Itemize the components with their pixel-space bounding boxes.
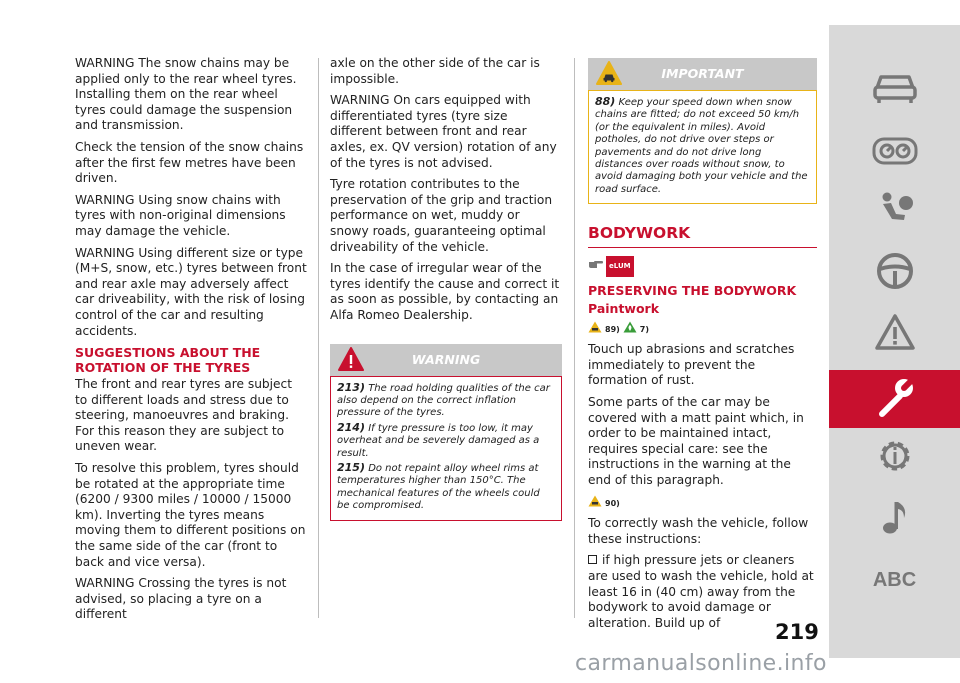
section-heading-tyre-rotation: SUGGESTIONS ABOUT THE ROTATION OF THE TYRES (75, 345, 261, 376)
instrument-panel-icon (872, 136, 918, 170)
leaf-environment-icon (623, 321, 637, 339)
warning-triangle-icon (588, 321, 602, 339)
paragraph: Touch up abrasions and scratches immediately to prevent the formation of rust. (588, 342, 795, 388)
section-title-bodywork: BODYWORK (588, 226, 817, 248)
paragraph: WARNING Using snow chains with tyres with non-original dimensions may damage the vehicle. (75, 192, 286, 238)
sidebar-tab-technical-data[interactable] (829, 429, 960, 487)
important-box-title: IMPORTANT (661, 66, 744, 81)
column-divider (318, 58, 319, 618)
column-right (588, 56, 817, 637)
important-box (588, 58, 817, 204)
warning-item-number: 213) (337, 380, 365, 394)
car-icon (873, 71, 917, 109)
sidebar-tab-servicing[interactable] (829, 370, 960, 428)
warning-box-body (330, 376, 562, 521)
music-note-icon (880, 498, 910, 540)
warning-triangle-icon (588, 495, 602, 513)
sidebar-tab-safety[interactable] (829, 183, 960, 241)
steering-wheel-icon (875, 251, 915, 295)
important-item-text: Keep your speed down when snow chains are fitted; do not exceed 50 km/h (or the equivalent in miles). Avoid potholes, do not drive over steps or pavements and do not drive long distances over roads without snow, to avoid damaging both your vehicle and the road surface. (595, 97, 808, 195)
abc-index-icon: ABC (872, 568, 917, 591)
paragraph: To resolve this problem, tyres should be rotated at the appropriate time (6200 / 9300 miles / 10000 / 15000 km). Inverting the tyres means moving them to different positions on the same side of the car (front to back and vice versa). (75, 461, 306, 569)
sidebar-tab-car[interactable] (829, 61, 960, 119)
checkbox-bullet-icon (588, 555, 597, 564)
warning-item (337, 422, 555, 460)
warning-item-text: Do not repaint alloy wheel rims at temperatures higher than 150°C. The mechanical features of the wheels could be compromised. (337, 462, 540, 512)
important-item-number: 88) (595, 95, 616, 108)
paragraph: WARNING Using different size or type (M+S, snow, etc.) tyres between front and rear axle may adversely affect car driveability, with the risk of losing control of the car and resulting accidents. (75, 245, 307, 338)
hand-pointer-icon (588, 258, 604, 275)
important-box-header (588, 58, 817, 90)
column-left (75, 56, 307, 629)
warning-item-text: The road holding qualities of the car also depend on the correct inflation pressure of the tyres. (337, 382, 550, 419)
reference-number: 90) (605, 498, 620, 508)
paragraph: Check the tension of the snow chains after the first few metres have been driven. (75, 139, 304, 186)
sidebar-tab-index[interactable] (829, 551, 960, 609)
important-box-body (588, 90, 817, 204)
warning-item-number: 215) (337, 460, 365, 474)
subsection-title: PRESERVING THE BODYWORK (588, 283, 797, 299)
paragraph: WARNING The snow chains may be applied only to the rear wheel tyres. Installing them on the rear wheel tyres could damage the suspension and transmission. (75, 56, 297, 133)
warning-item-number: 214) (337, 420, 365, 434)
paragraph: Some parts of the car may be covered with a matt paint which, in order to be maintained intact, requires special care: see the instructions in the warning at the end of this paragraph. (588, 395, 804, 487)
paragraph: WARNING Crossing the tyres is not advised, so placing a tyre on a different (75, 576, 287, 622)
paragraph: The front and rear tyres are subject to different loads and stress due to steering, manoeuvres and braking. For this reason they are subject to uneven wear. (75, 377, 293, 454)
paragraph: WARNING On cars equipped with differentiated tyres (tyre size different between front and rear axles, ex. QV version) rotation of any of the tyres is not advised. (330, 93, 557, 170)
watermark: carmanualsonline.info (575, 651, 827, 676)
warning-item-text: If tyre pressure is too low, it may overheat and be severely damaged as a result. (337, 422, 540, 459)
elum-label: eLUM (606, 256, 634, 278)
warning-item (337, 462, 555, 513)
sidebar-tab-instruments[interactable] (829, 124, 960, 182)
column-middle (330, 56, 562, 521)
sub-heading-paintwork: Paintwork (588, 301, 660, 317)
reference-markers (588, 321, 817, 339)
important-item (595, 96, 810, 196)
airbag-safety-icon (875, 190, 915, 234)
bullet-text: if high pressure jets or cleaners are used to wash the vehicle, hold at least 16 in (40 cm) away from the bodywork to avoid damage or alteration. Build up of (588, 553, 814, 630)
elum-badge (588, 256, 817, 278)
sidebar-tab-starting-driving[interactable] (829, 244, 960, 302)
page-number: 219 (775, 620, 819, 644)
reference-number: 7) (639, 324, 650, 334)
reference-number: 89) (605, 324, 620, 334)
warning-box (330, 344, 562, 521)
paragraph: axle on the other side of the car is impossible. (330, 56, 540, 86)
paragraph: Tyre rotation contributes to the preservation of the grip and traction performance on wet, muddy or snowy roads, guaranteeing optimal driveability of the vehicle. (330, 177, 553, 254)
warning-item (337, 382, 555, 420)
warning-triangle-icon (874, 313, 916, 355)
chapter-sidebar (829, 25, 960, 658)
warning-box-header (330, 344, 562, 376)
paragraph: In the case of irregular wear of the tyres identify the cause and correct it as soon as possible, by contacting an Alfa Romeo Dealership. (330, 261, 560, 322)
paragraph: To correctly wash the vehicle, follow these instructions: (588, 516, 809, 546)
sidebar-tab-emergency[interactable] (829, 305, 960, 363)
warning-box-title: WARNING (411, 351, 481, 367)
sidebar-tab-multimedia[interactable] (829, 490, 960, 548)
wrench-icon (874, 376, 916, 422)
settings-gear-icon (875, 436, 915, 480)
column-divider (574, 58, 575, 618)
reference-markers (588, 495, 817, 513)
